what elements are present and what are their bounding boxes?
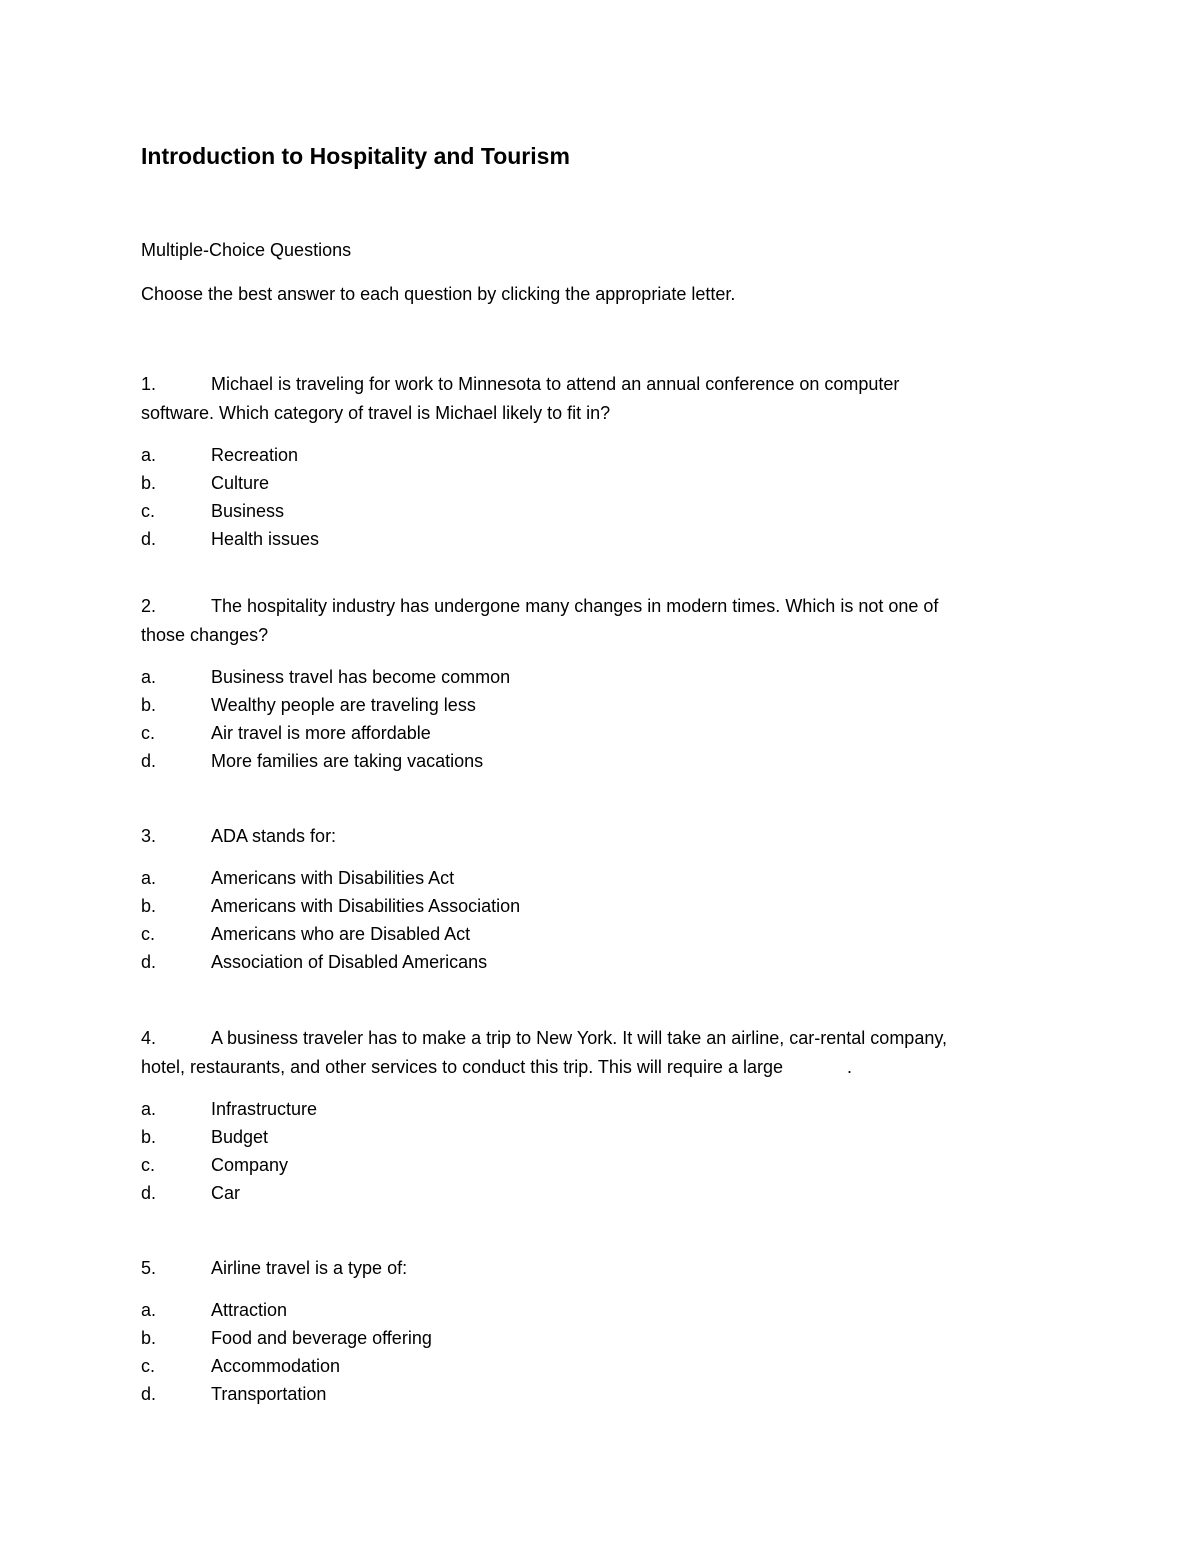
option-letter: b. — [141, 473, 157, 493]
option-letter: b. — [141, 1127, 157, 1147]
option-text: Association of Disabled Americans — [211, 952, 488, 972]
question-text-line-1: Airline travel is a type of: — [211, 1258, 408, 1278]
answer-options — [141, 663, 1041, 775]
question-text-line-1: The hospitality industry has undergone many changes in modern times. Which is not one of — [211, 596, 939, 616]
option-a[interactable] — [141, 663, 1041, 691]
answer-options — [141, 441, 1041, 553]
option-text: Health issues — [211, 529, 320, 549]
option-letter: b. — [141, 695, 157, 715]
option-text: Infrastructure — [211, 1099, 318, 1119]
question-text-line-1: Michael is traveling for work to Minnesota to attend an annual conference on computer — [211, 374, 900, 394]
option-letter: c. — [141, 501, 156, 521]
section-subtitle: Multiple-Choice Questions — [141, 240, 352, 260]
option-text: Culture — [211, 473, 270, 493]
option-letter: b. — [141, 896, 157, 916]
option-text: Food and beverage offering — [211, 1328, 432, 1348]
option-text: Americans who are Disabled Act — [211, 924, 471, 944]
question-4 — [141, 1024, 1041, 1207]
question-text-line-2: those changes? — [141, 625, 269, 645]
answer-options — [141, 1296, 1041, 1408]
option-text: Americans with Disabilities Association — [211, 896, 521, 916]
answer-options — [141, 1095, 1041, 1207]
option-text: Accommodation — [211, 1356, 341, 1376]
option-letter: d. — [141, 1183, 157, 1203]
option-a[interactable] — [141, 864, 1041, 892]
question-text-line-1: ADA stands for: — [211, 826, 337, 846]
answer-options — [141, 864, 1041, 976]
page-title: Introduction to Hospitality and Tourism — [141, 143, 570, 169]
question-text-line-2: software. Which category of travel is Michael likely to fit in? — [141, 403, 611, 423]
option-letter: c. — [141, 1155, 156, 1175]
option-b[interactable] — [141, 1123, 1041, 1151]
question-text-line-2 — [141, 1053, 852, 1082]
option-text: Recreation — [211, 445, 299, 465]
question-number: 1. — [141, 374, 157, 394]
option-text: Company — [211, 1155, 289, 1175]
option-letter: a. — [141, 445, 157, 465]
option-letter: a. — [141, 667, 157, 687]
option-text: Business travel has become common — [211, 667, 511, 687]
question-2 — [141, 592, 1041, 775]
option-a[interactable] — [141, 441, 1041, 469]
option-text: Attraction — [211, 1300, 288, 1320]
option-c[interactable] — [141, 1352, 1041, 1380]
option-b[interactable] — [141, 469, 1041, 497]
option-c[interactable] — [141, 1151, 1041, 1179]
option-letter: c. — [141, 723, 156, 743]
question-number: 2. — [141, 596, 157, 616]
question-number: 5. — [141, 1258, 157, 1278]
question-text-line-2-end: . — [846, 1057, 852, 1077]
option-letter: d. — [141, 1384, 157, 1404]
option-letter: a. — [141, 1300, 157, 1320]
option-letter: c. — [141, 1356, 156, 1376]
option-c[interactable] — [141, 497, 1041, 525]
option-c[interactable] — [141, 920, 1041, 948]
option-text: Transportation — [211, 1384, 327, 1404]
option-text: More families are taking vacations — [211, 751, 484, 771]
question-1 — [141, 370, 1041, 553]
option-a[interactable] — [141, 1296, 1041, 1324]
option-text: Budget — [211, 1127, 269, 1147]
question-number: 3. — [141, 826, 157, 846]
option-d[interactable] — [141, 948, 1041, 976]
option-letter: a. — [141, 868, 157, 888]
option-text: Business — [211, 501, 285, 521]
option-letter: b. — [141, 1328, 157, 1348]
question-number: 4. — [141, 1028, 157, 1048]
option-letter: d. — [141, 529, 157, 549]
option-a[interactable] — [141, 1095, 1041, 1123]
option-c[interactable] — [141, 719, 1041, 747]
option-b[interactable] — [141, 892, 1041, 920]
option-d[interactable] — [141, 747, 1041, 775]
question-3 — [141, 822, 1041, 976]
instructions-text: Choose the best answer to each question by clicking the appropriate letter. — [141, 284, 736, 304]
option-text: Wealthy people are traveling less — [211, 695, 476, 715]
option-d[interactable] — [141, 1179, 1041, 1207]
option-b[interactable] — [141, 1324, 1041, 1352]
question-text-line-1: A business traveler has to make a trip to New York. It will take an airline, car-rental company, — [211, 1028, 948, 1048]
option-text: Car — [211, 1183, 241, 1203]
option-letter: d. — [141, 751, 157, 771]
option-letter: d. — [141, 952, 157, 972]
question-text-line-2-main: hotel, restaurants, and other services to conduct this trip. This will require a large — [141, 1057, 783, 1077]
option-d[interactable] — [141, 525, 1041, 553]
option-b[interactable] — [141, 691, 1041, 719]
option-text: Americans with Disabilities Act — [211, 868, 455, 888]
option-letter: c. — [141, 924, 156, 944]
option-text: Air travel is more affordable — [211, 723, 431, 743]
option-d[interactable] — [141, 1380, 1041, 1408]
option-letter: a. — [141, 1099, 157, 1119]
question-5 — [141, 1254, 1041, 1408]
